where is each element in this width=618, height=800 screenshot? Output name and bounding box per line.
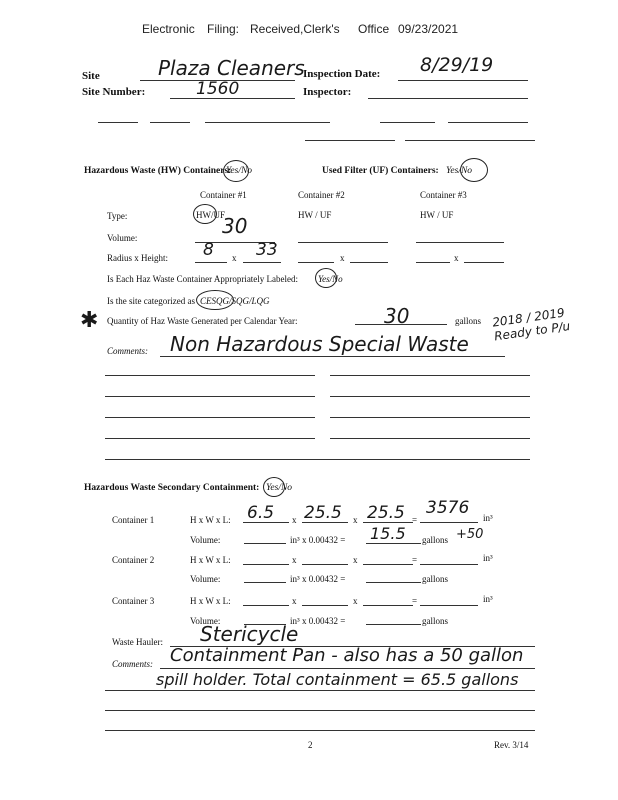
x-sep: x xyxy=(292,515,297,525)
header-received: Received,Clerk's xyxy=(250,22,340,36)
c1-result: 3576 xyxy=(426,498,470,518)
blank-line xyxy=(330,375,530,376)
c1-plus: +50 xyxy=(456,527,484,542)
height-c3-line xyxy=(464,262,504,263)
secondary-yes-no: Yes/No xyxy=(266,483,293,493)
c2-volume-line xyxy=(244,582,286,583)
comments-line xyxy=(160,356,505,357)
quantity-gallons: gallons xyxy=(455,316,481,326)
c3-height-line xyxy=(243,605,289,606)
type-c3: HW / UF xyxy=(420,210,454,220)
c3-gallons-line xyxy=(366,624,421,625)
c1-height: 6.5 xyxy=(247,503,275,523)
blank-line xyxy=(105,375,315,376)
volume-label-c1: Volume: xyxy=(190,535,221,545)
container2-label: Container 2 xyxy=(112,555,155,565)
comments-value: Non Hazardous Special Waste xyxy=(170,332,469,356)
quantity-line xyxy=(355,324,447,325)
c1-gallons-label: gallons xyxy=(422,535,448,545)
inspection-date-line xyxy=(398,80,528,81)
equals: = xyxy=(412,596,418,606)
no-circle-mark xyxy=(460,158,488,182)
header-filing: Filing: xyxy=(207,22,240,36)
type-label: Type: xyxy=(107,211,128,221)
blank-line xyxy=(105,417,315,418)
blank-line xyxy=(405,140,535,141)
container3-label: Container 3 xyxy=(112,596,155,606)
x-sep: x xyxy=(353,596,358,606)
waste-hauler-label: Waste Hauler: xyxy=(112,637,164,647)
c2-result-line xyxy=(420,564,478,565)
x-sep: x xyxy=(353,555,358,565)
secondary-containment-label: Hazardous Waste Secondary Containment: xyxy=(84,483,260,493)
hw-circle-mark xyxy=(193,204,217,224)
in3-unit: in³ xyxy=(483,553,493,563)
inspector-line xyxy=(368,98,528,99)
secondary-comments-line2: spill holder. Total containment = 65.5 gallons xyxy=(156,670,519,689)
height-c2-line xyxy=(350,262,388,263)
volume-label-c2: Volume: xyxy=(190,574,221,584)
calc-c2: in³ x 0.00432 = xyxy=(290,574,346,584)
c2-height-line xyxy=(243,564,289,565)
volume-c1-value: 30 xyxy=(222,214,248,238)
inspector-label: Inspector: xyxy=(303,86,352,98)
secondary-comments-label: Comments: xyxy=(112,659,153,669)
c1-gallons-value: 15.5 xyxy=(370,524,406,543)
calc-c3: in³ x 0.00432 = xyxy=(290,616,346,626)
c2-width-line xyxy=(302,564,348,565)
height-c1: 33 xyxy=(256,240,278,260)
calc-c1: in³ x 0.00432 = xyxy=(290,535,346,545)
c1-length: 25.5 xyxy=(367,503,405,523)
blank-line xyxy=(330,438,530,439)
container3-header: Container #3 xyxy=(420,190,467,200)
header-date: 09/23/2021 xyxy=(398,22,459,36)
c2-length-line xyxy=(363,564,413,565)
waste-hauler-value: Stericycle xyxy=(200,622,299,646)
x-sep: x xyxy=(454,253,459,263)
c3-gallons-label: gallons xyxy=(422,616,448,626)
hwl-label-c1: H x W x L: xyxy=(190,515,231,525)
labeled-question: Is Each Haz Waste Container Appropriately Labeled: xyxy=(107,274,299,284)
labeled-answer: Yes/No xyxy=(318,274,343,284)
c1-height-line xyxy=(243,522,289,523)
x-sep: x xyxy=(292,596,297,606)
cesqg-circle-mark xyxy=(196,290,234,310)
volume-c2-line xyxy=(298,242,388,243)
c1-width-line xyxy=(302,522,348,523)
site-number-value: 1560 xyxy=(196,79,240,99)
blank-line xyxy=(205,122,330,123)
blank-line xyxy=(98,122,138,123)
yes-circle-mark xyxy=(263,477,285,497)
blank-line xyxy=(305,140,395,141)
blank-line xyxy=(448,122,528,123)
secondary-comments-line1: Containment Pan - also has a 50 gallon xyxy=(170,645,524,666)
type-c2: HW / UF xyxy=(298,210,332,220)
header-electronic: Electronic xyxy=(142,22,195,36)
blank-line xyxy=(105,459,530,460)
yes-circle-mark xyxy=(315,268,337,288)
volume-label-c3: Volume: xyxy=(190,616,221,626)
header-office: Office xyxy=(358,22,390,36)
in3-unit: in³ xyxy=(483,513,493,523)
site-number-line xyxy=(170,98,295,99)
blank-line xyxy=(105,690,535,691)
blank-line xyxy=(105,730,535,731)
c1-gallons-line xyxy=(366,543,421,544)
quantity-note: 2018 / 2019 Ready to P/u xyxy=(491,305,571,344)
used-filter-label: Used Filter (UF) Containers: xyxy=(322,166,439,176)
c2-gallons-label: gallons xyxy=(422,574,448,584)
hwl-label-c3: H x W x L: xyxy=(190,596,231,606)
container1-label: Container 1 xyxy=(112,515,155,525)
categorized-options: CESQG/SQG/LQG xyxy=(200,296,270,306)
height-c1-line xyxy=(243,262,281,263)
hw-containers-label: Hazardous Waste (HW) Containers: xyxy=(84,166,232,176)
blank-line xyxy=(380,122,435,123)
container2-header: Container #2 xyxy=(298,190,345,200)
c1-volume-line xyxy=(244,543,286,544)
x-sep: x xyxy=(292,555,297,565)
x-sep: x xyxy=(340,253,345,263)
blank-line xyxy=(150,122,190,123)
used-filter-yes-no: Yes/No xyxy=(446,166,473,176)
site-value: Plaza Cleaners xyxy=(158,56,305,80)
radius-height-label: Radius x Height: xyxy=(107,253,168,263)
equals: = xyxy=(412,555,418,565)
site-label: Site xyxy=(82,70,100,82)
c1-length-line xyxy=(363,522,413,523)
container1-header: Container #1 xyxy=(200,190,247,200)
c3-width-line xyxy=(302,605,348,606)
c2-gallons-line xyxy=(366,582,421,583)
page-number: 2 xyxy=(308,740,313,750)
blank-line xyxy=(330,396,530,397)
blank-line xyxy=(105,396,315,397)
radius-c2-line xyxy=(298,262,334,263)
x-sep: x xyxy=(232,253,237,263)
quantity-value: 30 xyxy=(384,304,410,328)
site-number-label: Site Number: xyxy=(82,86,146,98)
c1-result-line xyxy=(420,522,478,523)
type-c1: HW/UF xyxy=(196,210,225,220)
revision: Rev. 3/14 xyxy=(494,740,529,750)
c3-length-line xyxy=(363,605,413,606)
c1-width: 25.5 xyxy=(304,503,342,523)
secondary-comments-underline xyxy=(160,668,535,669)
yes-circle-mark xyxy=(223,160,249,182)
radius-c1: 8 xyxy=(203,240,214,260)
quantity-label: Quantity of Haz Waste Generated per Calendar Year: xyxy=(107,316,298,326)
comments-label: Comments: xyxy=(107,346,148,356)
radius-c3-line xyxy=(416,262,450,263)
categorized-question: Is the site categorized as xyxy=(107,296,195,306)
radius-c1-line xyxy=(195,262,227,263)
blank-line xyxy=(105,438,315,439)
blank-line xyxy=(105,710,535,711)
volume-c3-line xyxy=(416,242,504,243)
hwl-label-c2: H x W x L: xyxy=(190,555,231,565)
blank-line xyxy=(330,417,530,418)
asterisk-mark: ✱ xyxy=(80,308,99,333)
equals: = xyxy=(412,515,418,525)
in3-unit: in³ xyxy=(483,594,493,604)
x-sep: x xyxy=(353,515,358,525)
inspection-date-value: 8/29/19 xyxy=(420,54,494,76)
c3-result-line xyxy=(420,605,478,606)
hw-containers-yes-no: Yes/No xyxy=(226,166,253,176)
inspection-date-label: Inspection Date: xyxy=(303,68,381,80)
volume-label: Volume: xyxy=(107,233,138,243)
